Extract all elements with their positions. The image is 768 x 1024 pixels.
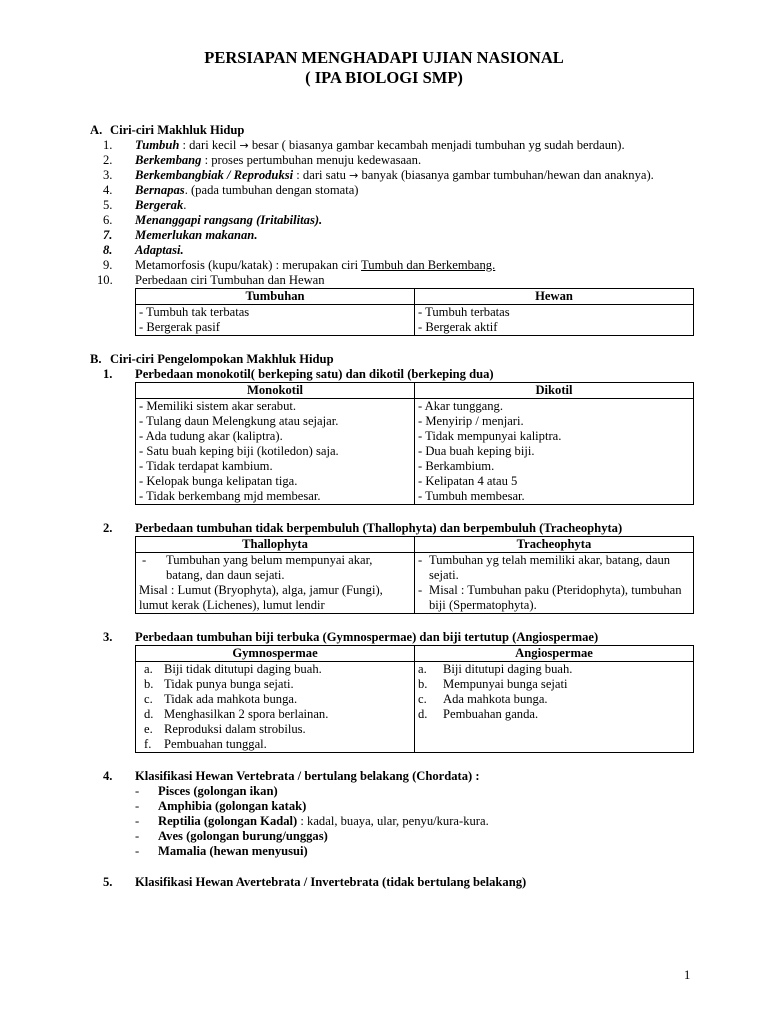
list-item: 4. Bernapas. (pada tumbuhan dengan stomata) (103, 183, 359, 197)
list-item: 8. Adaptasi. (103, 243, 184, 257)
list-item: - Amphibia (golongan katak) (135, 799, 307, 813)
table-row: - Tidak terdapat kambium. - Berkambium. (136, 459, 694, 474)
table-header: Tumbuhan (136, 289, 415, 305)
list-item: 6. Menanggapi rangsang (Iritabilitas). (103, 213, 323, 227)
list-item: 5. Bergerak. (103, 198, 187, 212)
document-body (90, 123, 694, 890)
table-row: - Memiliki sistem akar serabut. - Akar tunggang. (136, 399, 694, 415)
table-monokotil-dikotil (135, 382, 694, 505)
subsection-heading: 1. Perbedaan monokotil( berkeping satu) dan dikotil (berkeping dua) (103, 367, 494, 381)
table-header: Hewan (415, 289, 694, 305)
title-line-1: PERSIAPAN MENGHADAPI UJIAN NASIONAL (204, 48, 564, 67)
list-item: 9. Metamorfosis (kupu/katak) : merupakan ciri Tumbuh dan Berkembang. (103, 258, 496, 272)
table-row: - Tumbuhan yang belum mempunyai akar, batang, dan daun sejati. Misal : Lumut (Bryophyta), alga, jamur (Fungi), lumut kerak (Lichenes), lumut lendir - Tumbuhan yg telah memiliki akar, batang, daun sejati. - Misal : Tumbuhan paku (Pteridophyta), tumbuhan biji (Spermatophyta). (136, 553, 694, 614)
table-row: - Satu buah keping biji (kotiledon) saja. - Dua buah keping biji. (136, 444, 694, 459)
list-item: - Mamalia (hewan menyusui) (135, 844, 308, 858)
document-title (0, 48, 768, 88)
table-gymnospermae-angiospermae (135, 645, 694, 753)
table-header: Dikotil (415, 383, 694, 399)
table-header: Thallophyta (136, 537, 415, 553)
list-item: 7. Memerlukan makanan. (103, 228, 258, 242)
table-row: - Tumbuh tak terbatas - Tumbuh terbatas (136, 305, 694, 321)
subsection-heading: 3. Perbedaan tumbuhan biji terbuka (Gymnospermae) dan biji tertutup (Angiospermae) (103, 630, 599, 644)
table-header: Monokotil (136, 383, 415, 399)
section-a-heading: A. Ciri-ciri Makhluk Hidup (90, 123, 245, 137)
arrow-right-icon: → (349, 169, 359, 182)
table-header: Gymnospermae (136, 646, 415, 662)
table-thallophyta-tracheophyta (135, 536, 694, 614)
table-row: - Bergerak pasif - Bergerak aktif (136, 320, 694, 336)
title-line-2: ( IPA BIOLOGI SMP) (305, 68, 463, 87)
list-item: - Aves (golongan burung/unggas) (135, 829, 328, 843)
list-item: 3. Berkembangbiak / Reproduksi : dari satu → banyak (biasanya gambar tumbuhan/hewan dan anaknya). (103, 168, 654, 182)
list-item: 1. Tumbuh : dari kecil → besar ( biasanya gambar kecambah menjadi tumbuhan yg sudah berdaun). (103, 138, 625, 152)
page-number: 1 (684, 968, 691, 982)
list-item: 10. Perbedaan ciri Tumbuhan dan Hewan (97, 273, 325, 287)
list-item: 2. Berkembang : proses pertumbuhan menuju kedewasaan. (103, 153, 422, 167)
table-row: a. Biji tidak ditutupi daging buah. b. Tidak punya bunga sejati. c. Tidak ada mahkota bunga. d. Menghasilkan 2 spora berlainan. e. Reproduksi dalam strobilus. f. Pembuahan tunggal. a. Biji ditutupi daging buah. b. Mempunyai bunga sejati c. Ada mahkota bunga. d. Pembuahan ganda. (136, 662, 694, 753)
table-row: - Ada tudung akar (kaliptra). - Tidak mempunyai kaliptra. (136, 429, 694, 444)
table-row: - Tulang daun Melengkung atau sejajar. - Menyirip / menjari. (136, 414, 694, 429)
section-b-heading: B. Ciri-ciri Pengelompokan Makhluk Hidup (90, 352, 334, 366)
subsection-heading: 5. Klasifikasi Hewan Avertebrata / Invertebrata (tidak bertulang belakang) (103, 875, 527, 889)
table-row: - Tidak berkembang mjd membesar. - Tumbuh membesar. (136, 489, 694, 505)
table-tumbuhan-hewan (135, 288, 694, 336)
subsection-heading: 2. Perbedaan tumbuhan tidak berpembuluh (Thallophyta) dan berpembuluh (Tracheophyta) (103, 521, 623, 535)
table-header: Tracheophyta (415, 537, 694, 553)
subsection-heading: 4. Klasifikasi Hewan Vertebrata / bertulang belakang (Chordata) : (103, 769, 480, 783)
table-row: - Kelopak bunga kelipatan tiga. - Kelipatan 4 atau 5 (136, 474, 694, 489)
list-item: - Reptilia (golongan Kadal) : kadal, buaya, ular, penyu/kura-kura. (135, 814, 489, 828)
list-item: - Pisces (golongan ikan) (135, 784, 278, 798)
arrow-right-icon: → (239, 139, 249, 152)
table-header: Angiospermae (415, 646, 694, 662)
